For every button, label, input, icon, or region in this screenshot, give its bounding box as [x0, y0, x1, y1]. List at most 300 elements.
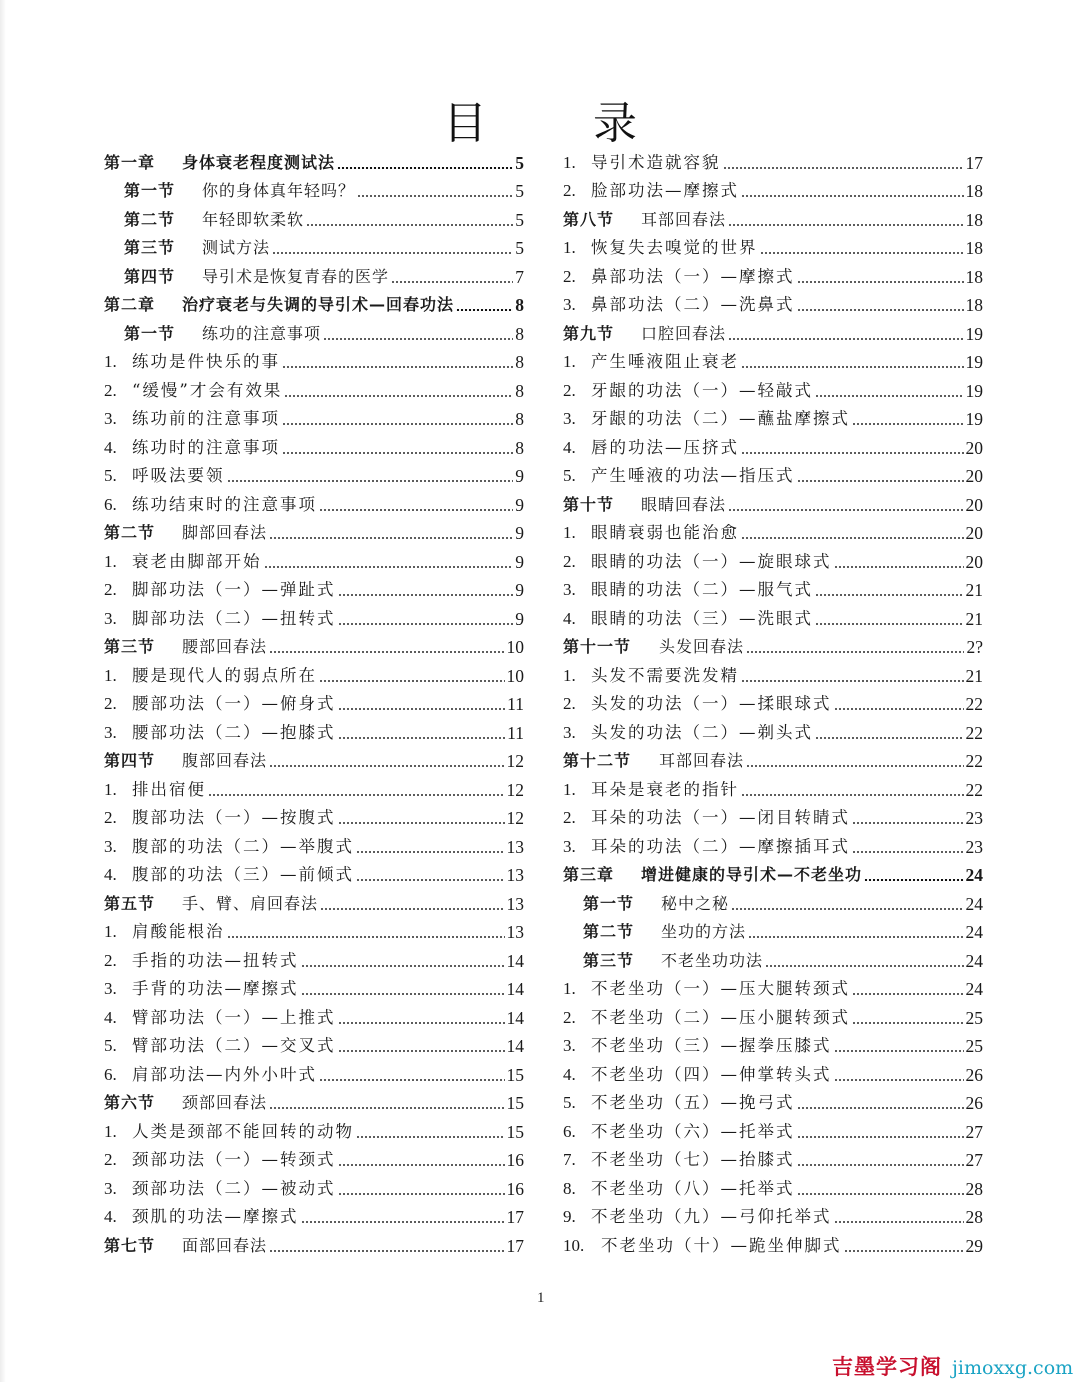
entry-number: 5.	[563, 1093, 576, 1112]
toc-section-entry	[563, 201, 983, 230]
entry-page-number: 8	[515, 295, 524, 315]
dot-leader	[323, 338, 513, 340]
dot-leader	[852, 423, 964, 425]
dot-leader	[284, 395, 513, 397]
entry-number: 2.	[563, 266, 576, 286]
toc-item-entry	[563, 144, 983, 173]
dot-leader	[797, 1164, 964, 1166]
toc-section-entry	[104, 173, 524, 202]
section-label: 第十二节	[563, 751, 632, 770]
entry-page-number: 24	[965, 865, 983, 885]
entry-page-number: 24	[965, 922, 983, 942]
entry-page-number: 20	[965, 551, 983, 572]
section-label: 第五节	[104, 893, 156, 913]
entry-title: 耳朵的功法（一）—闭目转睛式	[591, 808, 850, 827]
entry-page-number: 7	[515, 266, 524, 287]
entry-title: 牙龈的功法（二）—蘸盐摩擦式	[591, 409, 850, 428]
entry-page-number: 9	[515, 494, 524, 515]
entry-title: 腰部功法（一）—俯身式	[132, 694, 336, 713]
dot-leader	[338, 1022, 505, 1024]
entry-page-number: 27	[965, 1150, 983, 1170]
entry-title: 腰部回春法	[182, 637, 268, 656]
entry-number: 2.	[104, 808, 117, 827]
toc-item-entry	[563, 515, 983, 544]
dot-leader	[741, 794, 964, 796]
section-label: 第十一节	[563, 637, 632, 656]
entry-page-number: 20	[965, 523, 983, 543]
entry-page-number: 8	[515, 323, 524, 344]
entry-title: 鼻部功法（一）—摩擦式	[591, 266, 795, 286]
entry-title: 腰是现代人的弱点所在	[132, 665, 317, 685]
entry-title: 不老坐功（五）—挽弓式	[591, 1093, 795, 1112]
entry-number: 3.	[104, 722, 117, 742]
entry-page-number: 14	[506, 979, 524, 999]
entry-page-number: 22	[965, 722, 983, 743]
entry-number: 3.	[104, 836, 117, 856]
section-label: 第七节	[104, 1235, 156, 1255]
dot-leader	[834, 566, 964, 568]
entry-title: 不老坐功（八）—托举式	[591, 1178, 795, 1198]
dot-leader	[852, 822, 964, 824]
entry-page-number: 5	[515, 152, 524, 173]
entry-page-number: 10	[506, 637, 524, 657]
toc-item-entry	[563, 971, 983, 1000]
entry-page-number: 11	[507, 694, 524, 714]
entry-title: 脸部功法—摩擦式	[591, 181, 739, 200]
dot-leader	[320, 908, 504, 910]
entry-title: 颈部功法（二）—被动式	[132, 1178, 336, 1198]
entry-title: 不老坐功（一）—压大腿转颈式	[591, 979, 850, 998]
dot-leader	[227, 480, 514, 482]
watermark-cn-text: 吉墨学习阁	[832, 1355, 942, 1379]
toc-section-entry	[104, 258, 524, 287]
toc-item-entry	[563, 372, 983, 401]
entry-page-number: 5	[515, 181, 524, 201]
entry-page-number: 12	[506, 751, 524, 771]
entry-number: 5.	[104, 1036, 117, 1055]
toc-item-entry	[563, 1142, 983, 1171]
dot-leader	[282, 366, 513, 368]
entry-page-number: 22	[965, 751, 983, 771]
entry-page-number: 18	[965, 209, 983, 230]
entry-title: 你的身体真年轻吗？	[202, 181, 356, 200]
entry-number: 3.	[563, 580, 576, 599]
dot-leader	[264, 566, 514, 568]
dot-leader	[301, 993, 505, 995]
entry-title: 练功是件快乐的事	[132, 352, 280, 371]
dot-leader	[834, 1221, 964, 1223]
dot-leader	[864, 879, 963, 881]
entry-title: 头发回春法	[659, 637, 745, 656]
entry-title: 衰老由脚部开始	[132, 551, 262, 571]
dot-leader	[338, 1050, 505, 1052]
dot-leader	[741, 537, 964, 539]
toc-item-entry	[563, 458, 983, 487]
entry-number: 1.	[563, 779, 576, 799]
toc-item-entry	[104, 429, 524, 458]
entry-page-number: 15	[506, 1064, 524, 1085]
entry-page-number: 26	[965, 1064, 983, 1085]
dot-leader	[338, 623, 514, 625]
toc-item-entry	[104, 372, 524, 401]
toc-item-entry	[104, 942, 524, 971]
entry-title: 练功的注意事项	[202, 323, 322, 343]
entry-number: 1.	[104, 551, 117, 571]
entry-number: 3.	[563, 295, 576, 314]
toc-item-entry	[563, 1170, 983, 1199]
toc-section-entry	[563, 885, 983, 914]
entry-page-number: 19	[965, 380, 983, 401]
entry-page-number: 9	[515, 580, 524, 600]
entry-title: 腹部回春法	[182, 751, 268, 770]
dot-leader	[356, 1136, 505, 1138]
entry-title: 秘中之秘	[661, 893, 730, 913]
entry-title: 练功时的注意事项	[132, 437, 280, 457]
chapter-label: 第一章	[104, 152, 156, 172]
dot-leader	[797, 1107, 964, 1109]
dot-leader	[741, 366, 964, 368]
entry-number: 2.	[104, 950, 117, 970]
entry-title: 面部回春法	[182, 1235, 268, 1255]
toc-item-entry	[104, 971, 524, 1000]
entry-number: 1.	[563, 665, 576, 685]
dot-leader	[338, 1164, 505, 1166]
dot-leader	[797, 309, 964, 311]
dot-leader	[208, 794, 505, 796]
entry-title: 排出宿便	[132, 779, 206, 799]
entry-number: 1.	[563, 152, 576, 172]
entry-title: 产生唾液的功法—指压式	[591, 466, 795, 485]
toc-item-entry	[104, 999, 524, 1028]
entry-title: 眼睛的功法（二）—服气式	[591, 580, 813, 599]
entry-title: 治疗衰老与失调的导引术—回春功法	[182, 295, 455, 314]
toc-item-entry	[104, 914, 524, 943]
entry-page-number: 23	[965, 808, 983, 828]
entry-title: 眼睛衰弱也能治愈	[591, 523, 739, 542]
entry-title: 颈部回春法	[182, 1093, 268, 1112]
entry-title: 耳朵是衰老的指针	[591, 779, 739, 799]
dot-leader	[282, 423, 513, 425]
entry-title: 耳部回春法	[659, 751, 745, 770]
entry-page-number: 24	[965, 950, 983, 971]
entry-page-number: 22	[965, 694, 983, 714]
entry-number: 2.	[563, 1007, 576, 1027]
dot-leader	[319, 1079, 505, 1081]
entry-page-number: 28	[965, 1207, 983, 1227]
dot-leader	[765, 965, 963, 967]
section-label: 第一节	[124, 181, 176, 200]
entry-page-number: 18	[965, 238, 983, 258]
toc-item-entry	[104, 657, 524, 686]
entry-page-number: 19	[965, 323, 983, 344]
entry-number: 1.	[563, 979, 576, 998]
toc-section-entry	[104, 201, 524, 230]
dot-leader	[844, 1250, 964, 1252]
entry-number: 2.	[563, 181, 576, 200]
entry-title: 导引术造就容貌	[591, 152, 721, 172]
entry-number: 3.	[104, 608, 117, 628]
entry-title: “缓慢”才会有效果	[132, 380, 283, 400]
toc-item-entry	[104, 572, 524, 601]
entry-title: 口腔回春法	[641, 323, 727, 343]
dot-leader	[815, 594, 964, 596]
entry-title: 不老坐功（九）—弓仰托举式	[591, 1207, 832, 1226]
entry-page-number: 12	[506, 808, 524, 828]
entry-page-number: 27	[965, 1121, 983, 1142]
entry-title: 不老坐功功法	[661, 950, 764, 970]
entry-title: 人类是颈部不能回转的动物	[132, 1121, 354, 1141]
entry-title: 手、臂、肩回春法	[182, 893, 319, 913]
entry-number: 1.	[104, 352, 117, 371]
dot-leader	[456, 309, 513, 311]
entry-page-number: 14	[506, 950, 524, 971]
dot-leader	[852, 1022, 964, 1024]
entry-page-number: 13	[506, 836, 524, 857]
dot-leader	[269, 537, 513, 539]
toc-item-entry	[104, 714, 524, 743]
toc-section-entry	[563, 315, 983, 344]
entry-title: 头发的功法（二）—剃头式	[591, 722, 813, 742]
entry-title: 不老坐功（十）—跪坐伸脚式	[601, 1235, 842, 1255]
entry-title: 增进健康的导引术—不老坐功	[641, 865, 863, 884]
entry-title: 耳朵的功法（二）—摩擦插耳式	[591, 836, 850, 856]
toc-chapter-entry	[104, 144, 524, 173]
entry-title: 脚部功法（一）—弹趾式	[132, 580, 336, 599]
toc-left-column	[104, 144, 524, 1256]
entry-page-number: 28	[965, 1178, 983, 1199]
section-label: 第八节	[563, 209, 615, 229]
entry-page-number: 18	[965, 266, 983, 287]
entry-title: 身体衰老程度测试法	[182, 152, 336, 172]
toc-section-entry	[104, 1227, 524, 1256]
toc-section-entry	[563, 743, 983, 772]
dot-leader	[760, 252, 964, 254]
entry-number: 3.	[104, 1178, 117, 1198]
entry-title: 牙龈的功法（一）—轻敲式	[591, 380, 813, 400]
section-label: 第二节	[124, 209, 176, 229]
toc-item-entry	[563, 230, 983, 259]
entry-page-number: 25	[965, 1036, 983, 1056]
dot-leader	[728, 224, 963, 226]
entry-page-number: 17	[965, 152, 983, 173]
entry-page-number: 9	[515, 523, 524, 543]
toc-chapter-entry	[563, 857, 983, 886]
toc-item-entry	[563, 1199, 983, 1228]
dot-leader	[337, 167, 513, 169]
section-label: 第三节	[124, 238, 176, 257]
dot-leader	[357, 195, 513, 197]
entry-number: 8.	[563, 1178, 576, 1198]
page-edge-shadow	[0, 0, 6, 1382]
entry-page-number: 12	[506, 779, 524, 800]
section-label: 第四节	[104, 751, 156, 770]
toc-item-entry	[563, 543, 983, 572]
entry-page-number: 24	[965, 893, 983, 914]
toc-item-entry	[104, 401, 524, 430]
entry-page-number: 26	[965, 1093, 983, 1113]
toc-section-entry	[104, 315, 524, 344]
entry-page-number: 21	[965, 580, 983, 600]
dot-leader	[728, 509, 963, 511]
entry-number: 6.	[104, 494, 117, 514]
toc-item-entry	[563, 401, 983, 430]
entry-title: 唇的功法—压挤式	[591, 437, 739, 457]
entry-number: 4.	[104, 865, 117, 884]
entry-number: 2.	[104, 694, 117, 713]
entry-title: 导引术是恢复青春的医学	[202, 266, 390, 286]
toc-section-entry	[563, 486, 983, 515]
section-label: 第一节	[124, 323, 176, 343]
entry-number: 7.	[563, 1150, 576, 1169]
entry-title: 不老坐功（三）—握拳压膝式	[591, 1036, 832, 1055]
toc-item-entry	[104, 771, 524, 800]
entry-page-number: 2?	[966, 637, 983, 657]
entry-page-number: 5	[515, 209, 524, 230]
dot-leader	[338, 594, 514, 596]
dot-leader	[797, 1193, 964, 1195]
chapter-label: 第三章	[563, 865, 615, 884]
entry-page-number: 15	[506, 1093, 524, 1113]
entry-title: 手指的功法—扭转式	[132, 950, 299, 970]
entry-title: 头发的功法（一）—揉眼球式	[591, 694, 832, 713]
entry-number: 3.	[563, 722, 576, 742]
entry-number: 3.	[563, 1036, 576, 1055]
entry-title: 不老坐功（六）—托举式	[591, 1121, 795, 1141]
entry-page-number: 17	[506, 1235, 524, 1256]
dot-leader	[731, 908, 963, 910]
dot-leader	[338, 1193, 505, 1195]
entry-title: 练功前的注意事项	[132, 409, 280, 428]
entry-number: 5.	[563, 466, 576, 485]
entry-number: 6.	[563, 1121, 576, 1141]
toc-item-entry	[563, 686, 983, 715]
entry-number: 9.	[563, 1207, 576, 1226]
entry-number: 2.	[104, 1150, 117, 1169]
entry-page-number: 13	[506, 893, 524, 914]
toc-item-entry	[104, 1028, 524, 1057]
dot-leader	[269, 1250, 504, 1252]
entry-title: 耳部回春法	[641, 209, 727, 229]
toc-item-entry	[104, 686, 524, 715]
dot-leader	[728, 338, 963, 340]
entry-page-number: 9	[515, 608, 524, 629]
toc-item-entry	[563, 657, 983, 686]
entry-title: 不老坐功（四）—伸掌转头式	[591, 1064, 832, 1084]
entry-page-number: 8	[515, 409, 524, 429]
section-label: 第二节	[104, 523, 156, 542]
dot-leader	[723, 167, 964, 169]
entry-page-number: 20	[965, 494, 983, 515]
dot-leader	[815, 737, 964, 739]
toc-item-entry	[104, 1142, 524, 1171]
dot-leader	[741, 452, 964, 454]
entry-page-number: 8	[515, 352, 524, 372]
entry-page-number: 20	[965, 466, 983, 486]
dot-leader	[319, 680, 505, 682]
toc-item-entry	[563, 173, 983, 202]
entry-number: 2.	[104, 580, 117, 599]
entry-title: 手背的功法—摩擦式	[132, 979, 299, 998]
toc-item-entry	[563, 800, 983, 829]
entry-number: 6.	[104, 1064, 117, 1084]
entry-page-number: 10	[506, 665, 524, 686]
entry-title: 头发不需要洗发精	[591, 665, 739, 685]
dot-leader	[269, 1107, 504, 1109]
dot-leader	[356, 851, 505, 853]
entry-page-number: 17	[506, 1207, 524, 1227]
dot-leader	[815, 395, 964, 397]
entry-title: 年轻即软柔软	[202, 209, 305, 229]
entry-title: 腰部功法（二）—抱膝式	[132, 722, 336, 742]
toc-item-entry	[104, 1056, 524, 1085]
entry-title: 脚部功法（二）—扭转式	[132, 608, 336, 628]
entry-page-number: 11	[507, 722, 524, 743]
toc-item-entry	[104, 1170, 524, 1199]
toc-section-entry	[104, 885, 524, 914]
entry-title: 腹部的功法（三）—前倾式	[132, 865, 354, 884]
dot-leader	[852, 851, 964, 853]
entry-page-number: 8	[515, 437, 524, 458]
entry-title: 臂部功法（二）—交叉式	[132, 1036, 336, 1055]
toc-item-entry	[104, 543, 524, 572]
dot-leader	[269, 765, 504, 767]
section-label: 第四节	[124, 266, 176, 286]
dot-leader	[227, 936, 505, 938]
entry-number: 4.	[104, 1007, 117, 1027]
toc-section-entry	[104, 743, 524, 772]
toc-item-entry	[563, 572, 983, 601]
entry-number: 1.	[563, 238, 576, 257]
toc-item-entry	[563, 344, 983, 373]
entry-number: 3.	[563, 409, 576, 428]
entry-page-number: 14	[506, 1007, 524, 1028]
entry-page-number: 8	[515, 380, 524, 401]
entry-title: 臂部功法（一）—上推式	[132, 1007, 336, 1027]
dot-leader	[815, 623, 964, 625]
entry-number: 1.	[563, 352, 576, 371]
entry-page-number: 19	[965, 352, 983, 372]
dot-leader	[282, 452, 513, 454]
toc-item-entry	[563, 771, 983, 800]
dot-leader	[834, 708, 964, 710]
dot-leader	[748, 936, 963, 938]
entry-page-number: 29	[965, 1235, 983, 1256]
toc-item-entry	[563, 714, 983, 743]
toc-item-entry	[563, 429, 983, 458]
entry-page-number: 18	[965, 295, 983, 315]
entry-number: 4.	[104, 437, 117, 457]
entry-title: 颈部功法（一）—转颈式	[132, 1150, 336, 1169]
dot-leader	[746, 651, 964, 653]
page-number: 1	[537, 1290, 545, 1306]
toc-right-column	[563, 144, 983, 1256]
entry-page-number: 20	[965, 437, 983, 458]
dot-leader	[834, 1050, 964, 1052]
entry-page-number: 23	[965, 836, 983, 857]
entry-title: 不老坐功（七）—抬膝式	[591, 1150, 795, 1169]
toc-section-entry	[104, 230, 524, 259]
toc-item-entry	[104, 600, 524, 629]
entry-page-number: 14	[506, 1036, 524, 1056]
entry-title: 练功结束时的注意事项	[132, 494, 317, 514]
entry-title: 恢复失去嗅觉的世界	[591, 238, 758, 257]
dot-leader	[746, 765, 963, 767]
entry-page-number: 21	[965, 608, 983, 629]
chapter-label: 第二章	[104, 295, 156, 314]
section-label: 第六节	[104, 1093, 156, 1112]
dot-leader	[834, 1079, 964, 1081]
dot-leader	[797, 480, 964, 482]
